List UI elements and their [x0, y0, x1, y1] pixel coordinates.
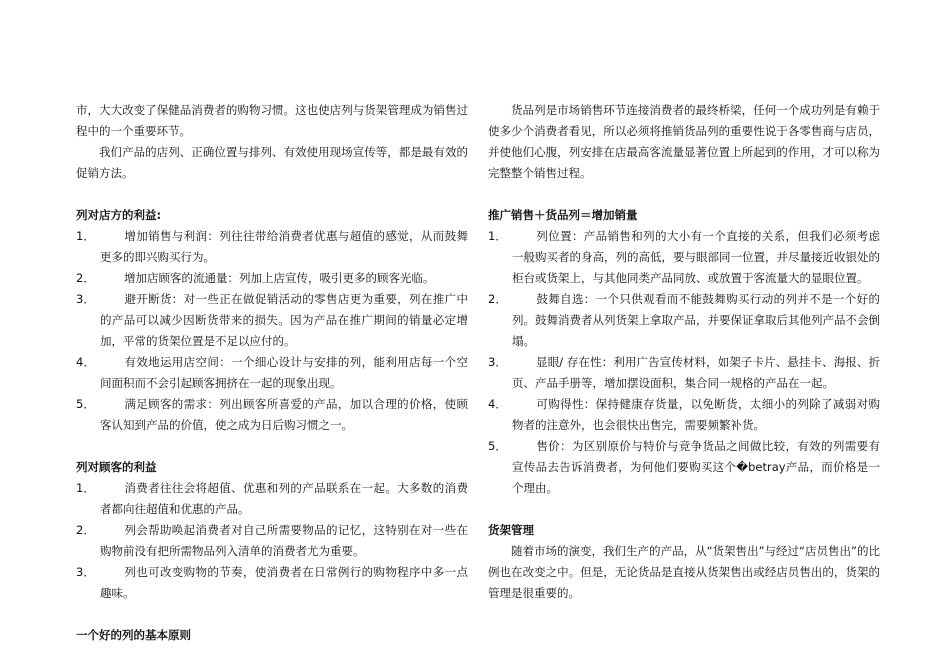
promo-heading: 推广销售＋货品列＝增加销量 — [488, 208, 638, 222]
list-item: 2． 鼓舞自选：一个只供观看而不能鼓舞购买行动的列并不是一个好的列。鼓舞消费者从列货架上拿取产品，并要保证拿取后其他列产品不会倒塌。 — [488, 292, 880, 348]
list-item: 2． 列会帮助唤起消费者对自己所需要物品的记忆，这特别在对一些在购物前没有把所需物品列入清单的消费者尤为重要。 — [76, 523, 468, 558]
list-item: 1． 列位置：产品销售和列的大小有一个直接的关系，但我们必须考虑一般购买者的身高，列的高低，要与眼部同一位置，并尽量接近收银处的柜台或货架上，与其他同类产品同放、或放置于客流量大的显眼位置。 — [488, 229, 880, 285]
store-benefits-heading: 列对店方的利益: — [76, 208, 162, 222]
intro-paragraph-2: 我们产品的店列、正确位置与排列、有效使用现场宣传等，都是最有效的促销方法。 — [76, 145, 468, 180]
list-item: 5． 满足顾客的需求：列出顾客所喜爱的产品，加以合理的价格，使顾客认知到产品的价值，使之成为日后购习惯之一。 — [76, 397, 468, 432]
list-item: 1． 增加销售与利润：列往往带给消费者优惠与超值的感觉，从而鼓舞更多的即兴购买行为。 — [76, 229, 468, 264]
list-item: 4． 有效地运用店空间：一个细心设计与安排的列，能利用店每一个空间面积而不会引起顾客拥挤在一起的现象出现。 — [76, 355, 468, 390]
intro-paragraph: 货品列是市场销售环节连接消费者的最终桥梁，任何一个成功列是有赖于使多少个消费者看见，所以必须将推销货品列的重要性说于各零售商与店员，并使他们心腹，列安排在店最高客流量显著位置上所起到的作用，才可以称为完整整个销售过程。 — [488, 103, 880, 180]
right-column — [488, 100, 880, 604]
left-column — [76, 100, 468, 646]
shelf-heading: 货架管理 — [488, 523, 534, 537]
shelf-paragraph: 随着市场的演变，我们生产的产品，从“货架售出”与经过“店员售出”的比例也在改变之中。但是，无论货品是直接从货架售出或经店员售出的，货架的管理是很重要的。 — [488, 544, 880, 600]
list-item: 5． 售价：为区别原价与特价与竞争货品之间做比较，有效的列需要有宣传品去告诉消费者，为何他们要购买这个�betray产品，而价格是一个理由。 — [488, 439, 880, 495]
list-item: 1． 消费者往往会将超值、优惠和列的产品联系在一起。大多数的消费者都向往超值和优惠的产品。 — [76, 481, 468, 516]
customer-benefits-heading: 列对顾客的利益 — [76, 460, 157, 474]
promo-list — [488, 226, 880, 499]
list-item: 3． 避开断货：对一些正在做促销活动的零售店更为重要，列在推广中的产品可以减少因断货带来的损失。因为产品在推广期间的销量必定增加，平常的货架位置是不足以应付的。 — [76, 292, 468, 348]
intro-paragraph: 市，大大改变了保健品消费者的购物习惯。这也使店列与货架管理成为销售过程中的一个重要环节。 — [76, 103, 468, 138]
list-item: 2． 增加店顾客的流通量：列加上店宣传，吸引更多的顾客光临。 — [76, 271, 435, 285]
list-item: 4． 可购得性：保持健康存货量，以免断货，太细小的列除了减弱对购物者的注意外，也会很快出售完，需要频繁补货。 — [488, 397, 880, 432]
principles-heading: 一个好的列的基本原则 — [76, 628, 191, 642]
store-benefits-list — [76, 226, 468, 436]
list-item: 3． 显眼/ 存在性：利用广告宣传材料，如架子卡片、悬挂卡、海报、折页、产品手册等，增加摆设面积，集合同一规格的产品在一起。 — [488, 355, 880, 390]
customer-benefits-list — [76, 478, 468, 604]
list-item: 3． 列也可改变购物的节奏，使消费者在日常例行的购物程序中多一点趣味。 — [76, 565, 468, 600]
